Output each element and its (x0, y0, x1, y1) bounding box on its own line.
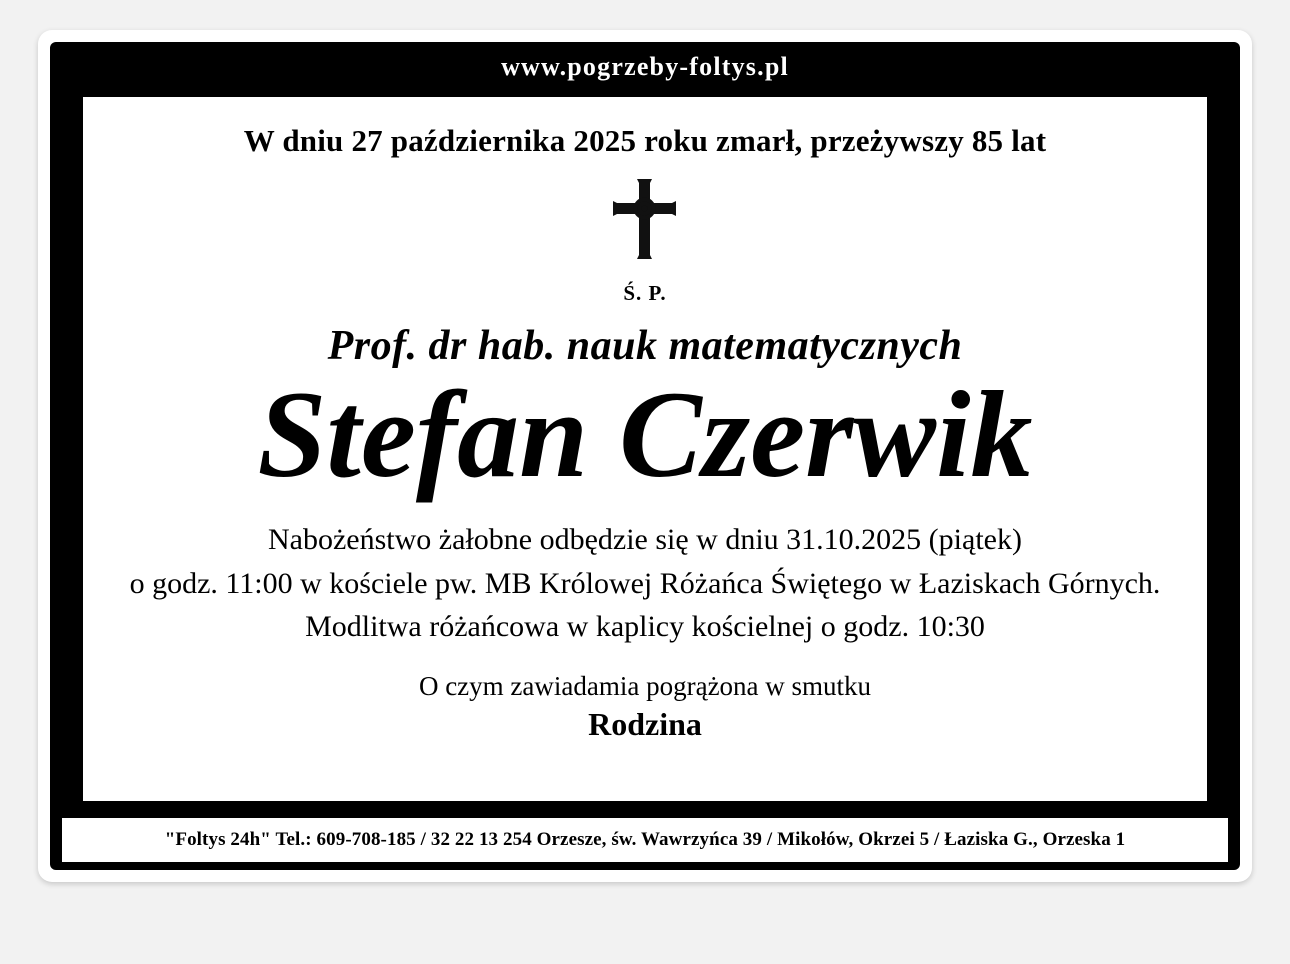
ceremony-line-3: Modlitwa różańcowa w kaplicy kościelnej o godz. 10:30 (305, 610, 985, 644)
ceremony-line-2: o godz. 11:00 w kościele pw. MB Królowej Różańca Świętego w Łaziskach Górnych. (129, 566, 1161, 600)
website-url: www.pogrzeby-foltys.pl (501, 52, 789, 81)
cross-icon (585, 173, 705, 285)
deceased-name: Stefan Czerwik (257, 366, 1033, 503)
funeral-home-contact: "Foltys 24h" Tel.: 609-708-185 / 32 22 13 254 Orzesze, św. Wawrzyńca 39 / Mikołów, Okrzei 5 / Łaziska G., Orzeska 1 (164, 829, 1126, 850)
deceased-title: Prof. dr hab. nauk matematycznych (327, 323, 963, 369)
website-band (50, 42, 1240, 92)
announcement-text: O czym zawiadamia pogrążona w smutku (418, 670, 872, 701)
sp-abbreviation: Ś. P. (623, 281, 667, 305)
ceremony-line-1: Nabożeństwo żałobne odbędzie się w dniu 31.10.2025 (piątek) (268, 523, 1022, 557)
family-signature: Rodzina (588, 705, 702, 742)
ceremony-details (130, 518, 1161, 649)
notice-body (78, 92, 1212, 806)
death-announcement-line: W dniu 27 października 2025 roku zmarł, przeżywszy 85 lat (243, 123, 1047, 158)
obituary-notice-card (38, 30, 1252, 882)
black-frame (50, 42, 1240, 870)
contact-band (62, 818, 1228, 862)
